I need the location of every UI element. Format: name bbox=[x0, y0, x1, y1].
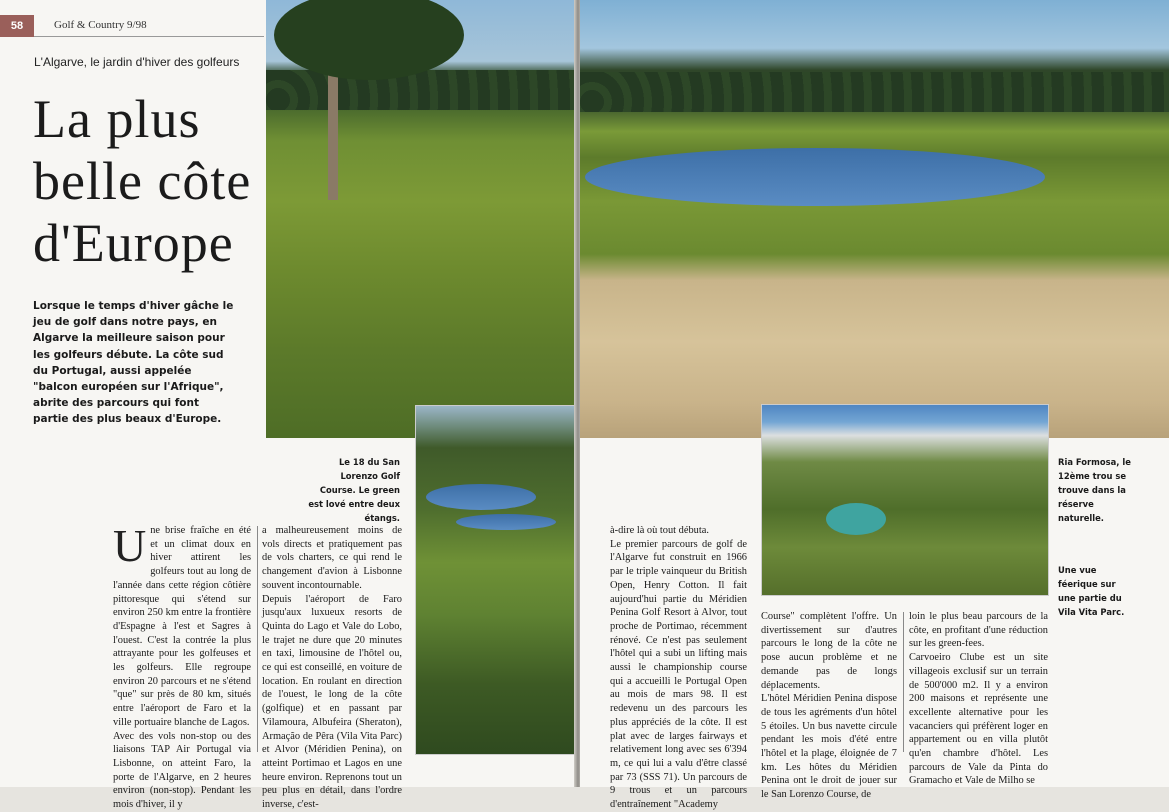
page-number: 58 bbox=[0, 15, 34, 37]
lake bbox=[585, 148, 1045, 206]
article-title: La plus belle côte d'Europe bbox=[33, 89, 252, 273]
aerial-pond-2 bbox=[456, 514, 556, 530]
tree-line bbox=[266, 70, 577, 110]
body-column-1 bbox=[113, 520, 251, 812]
body-col1-text-b: Avec des vols non-stop ou des liaisons TAP Air Portugal via Lisbonne, on atteint Faro, la porte de l'Algarve, en 2 heures environ (non-stop). Pendant les mois d'hiver, il y bbox=[113, 730, 251, 811]
magazine-running-head: Golf & Country 9/98 bbox=[54, 19, 147, 31]
pine-trunk bbox=[328, 60, 338, 200]
golf-course-photo-left bbox=[266, 0, 577, 438]
caption-vila-vita: Une vue féerique sur une partie du Vila Vita Parc. bbox=[1058, 565, 1125, 617]
header-rule bbox=[34, 36, 264, 37]
body-column-2 bbox=[262, 524, 402, 812]
body-col1-text: ne brise fraîche en été et un climat doux en hiver attirent les golfeurs tout au long de l'année dans cette région côtière pittoresque qui s'étend sur environ 250 km entre la frontière d'Espagne à l'est et Sagres à l'ouest. C'est la contrée la plus attrayante pour les golfeuses et les golfeurs. Elle regroupe environ 20 parcours et ne s'étend "que" sur près de 80 km, situés entre l'aéroport de Faro et la ville portuaire blanche de Lagos. bbox=[113, 525, 251, 728]
body-col2-text: a malheureusement moins de vols directs et pratiquement pas de vols charters, ce qui rend le changement d'avion à Lisbonne souvent incontournable. bbox=[262, 525, 402, 591]
pine-canopy bbox=[274, 0, 464, 80]
column-rule bbox=[257, 526, 258, 752]
aerial-course-photo bbox=[415, 405, 579, 755]
body-column-4 bbox=[761, 610, 897, 802]
caption-san-lorenzo: Le 18 du San Lorenzo Golf Course. Le green est lové entre deux étangs. bbox=[308, 457, 400, 523]
article-kicker: L'Algarve, le jardin d'hiver des golfeurs bbox=[34, 55, 240, 69]
left-page bbox=[0, 0, 577, 811]
body-col4-text-b: L'hôtel Méridien Penina dispose de tous les agréments d'un hôtel 5 étoiles. Un bus navette circule pendant les mois d'été entre l'hôtel et la plage, éloignée de 7 km. Les hôtes du Méridien Penina ont le droit de jouer sur le San Lorenzo Course, de bbox=[761, 693, 897, 801]
body-col5-text: loin le plus beau parcours de la côte, en profitant d'une réduction sur les green-fees. bbox=[909, 611, 1048, 650]
drop-cap: U bbox=[113, 520, 147, 571]
body-col3-text: à-dire là où tout débuta. bbox=[610, 525, 709, 536]
resort-photo bbox=[761, 404, 1049, 596]
body-col3-text-b: Le premier parcours de golf de l'Algarve fut construit en 1966 par le triple vainqueur du British Open, Henry Cotton. Il fait aujourd'hui partie du Méridien Penina Golf Resort à Alvor, tout proche de Portimao, récemment rénové. Ce n'est pas seulement l'hôtel qui a subi un lifting mais aussi le championship course qui a accueilli le Portugal Open au mois de mars 98. Il est redevenu un des parcours les plus appréciés de la côte. Il est plat avec de larges fairways et relativement long avec ses 6'394 m, ce qui lui a valu d'être classé par 73 (SSS 71). Un parcours de 9 trous et un parcours d'entraînement "Academy bbox=[610, 538, 747, 811]
body-column-5 bbox=[909, 610, 1048, 788]
body-col4-text: Course" complètent l'offre. Un divertissement sur d'autres parcours le long de la côte ne pose aucun problème et ne demande pas de longs déplacements. bbox=[761, 611, 897, 691]
article-lead: Lorsque le temps d'hiver gâche le jeu de golf dans notre pays, en Algarve la meilleure saison pour les golfeurs débute. La côte sud du Portugal, aussi appelée "balcon européen sur l'Afrique", abrite des parcours qui font partie des plus beaux d'Europe. bbox=[33, 300, 234, 426]
column-rule-right bbox=[903, 612, 904, 752]
tree-line-right bbox=[580, 72, 1169, 112]
resort-fountain-pool bbox=[826, 503, 886, 535]
aerial-pond bbox=[426, 484, 536, 510]
golf-course-photo-right bbox=[580, 0, 1169, 438]
body-col5-text-b: Carvoeiro Clube est un site villageois exclusif sur un terrain de 500'000 m2. Il y a environ 200 maisons et représente une excellente alternative pour les vacanciers qui préfèrent loger en appartement ou en villa plutôt qu'en chambre d'hôtel. Les parcours de Vale da Pinta do Gramacho et Vale de Milho se bbox=[909, 652, 1048, 787]
body-column-3 bbox=[610, 524, 747, 812]
body-col2-text-b: Depuis l'aéroport de Faro jusqu'aux luxueux resorts de Quinta do Lago et Vale do Lobo, le trajet ne dure que 20 minutes en taxi, limousine de l'hôtel ou, ce qui est conseillé, en voiture de location. En roulant en direction de l'ouest, le long de la côte (golfique) et en passant par Vilamoura, Albufeira (Sheraton), Armação de Pêra (Vila Vita Parc) et Alvor (Méridien Penina), on atteint Portimao et Lagos en une heure environ. Reprenons tout un peu plus en détail, dans l'ordre inverse, c'est- bbox=[262, 593, 402, 811]
caption-ria-formosa: Ria Formosa, le 12ème trou se trouve dans la réserve naturelle. bbox=[1058, 457, 1131, 523]
